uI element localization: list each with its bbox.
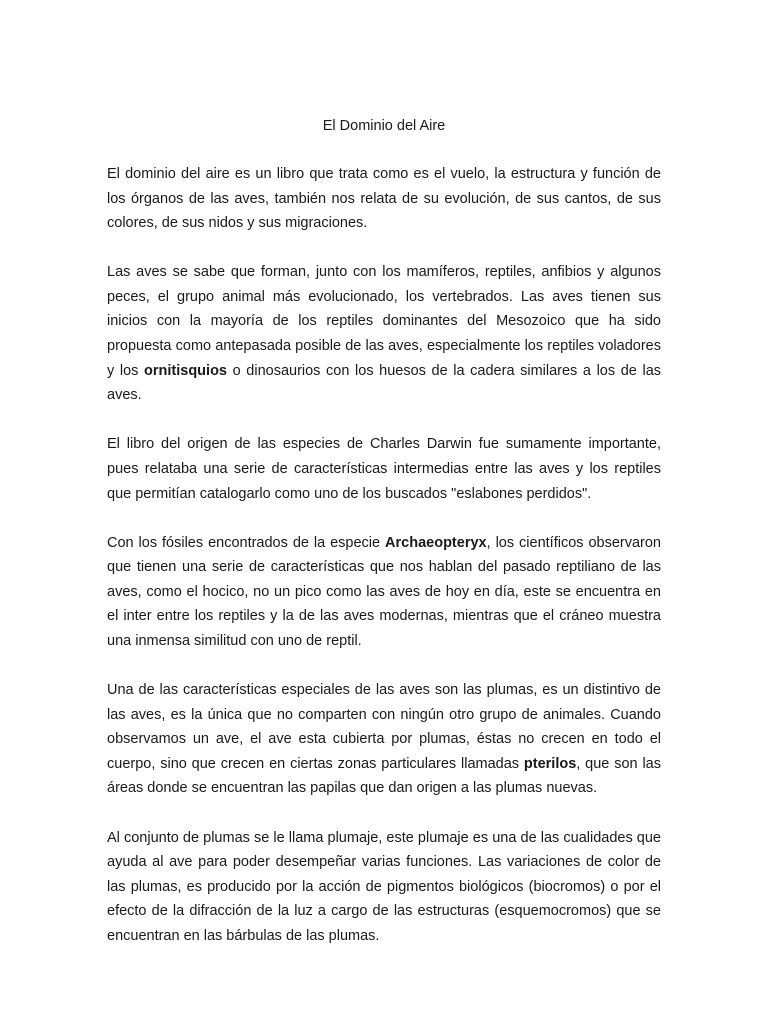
document-body [107,162,661,973]
paragraph-text: Con los fósiles encontrados de la especie [107,534,386,551]
document-title: El Dominio del Aire [322,118,446,134]
paragraph-text: El dominio del aire es un libro que trata como es el vuelo, la estructura y función de los órganos de las aves, también nos relata de su evolución, de sus cantos, de sus colores, de sus nidos y sus migraciones. [107,166,661,232]
bold-term: ornitisquios [144,362,227,379]
paragraph [107,432,661,506]
paragraph-text: o dinosaurios con los huesos de la cadera similares a los de las aves. [107,362,662,404]
paragraph-text: Al conjunto de plumas se le llama plumaje, este plumaje es una de las cualidades que ayuda al ave para poder desempeñar varias funciones. Las variaciones de color de las plumas, es producido por la acción de pigmentos biológicos (biocromos) o por el efecto de la difracción de la luz a cargo de las estructuras (esquemocromos) que se encuentran en las bárbulas de las plumas. [107,829,661,944]
bold-term: pterilos [523,755,577,772]
paragraph-text: Las aves se sabe que forman, junto con los mamíferos, reptiles, anfibios y algunos peces, el grupo animal más evolucionado, los vertebrados. Las aves tienen sus inicios con la mayoría de los reptiles dominantes del Mesozoico que ha sido propuesta como antepasada posible de las aves, especialmente los reptiles voladores y los [107,264,661,379]
paragraph-text: , que son las áreas donde se encuentran las papilas que dan origen a las plumas nuevas. [107,755,661,797]
paragraph-text: , los científicos observaron que tienen una serie de características que nos hablan del pasado reptiliano de las aves, como el hocico, no un pico como las aves de hoy en día, este se encuentra en el inter entre los reptiles y la de las aves modernas, mientras que el cráneo muestra una inmensa similitud con uno de reptil. [107,534,661,649]
paragraph [107,531,661,654]
paragraph-text: El libro del origen de las especies de Charles Darwin fue sumamente importante, pues relataba una serie de características intermedias entre las aves y los reptiles que permitían catalogarlo como uno de los buscados "eslabones perdidos". [107,436,661,502]
paragraph [107,678,661,801]
paragraph [107,260,661,408]
paragraph-text: Una de las características especiales de las aves son las plumas, es un distintivo de las aves, es la única que no comparten con ningún otro grupo de animales. Cuando observamos un ave, el ave esta cubierta por plumas, éstas no crecen en todo el cuerpo, sino que crecen en ciertas zonas particulares llamadas [107,682,661,772]
bold-term: Archaeopteryx [385,534,487,551]
paragraph [107,162,661,236]
paragraph [107,826,661,949]
